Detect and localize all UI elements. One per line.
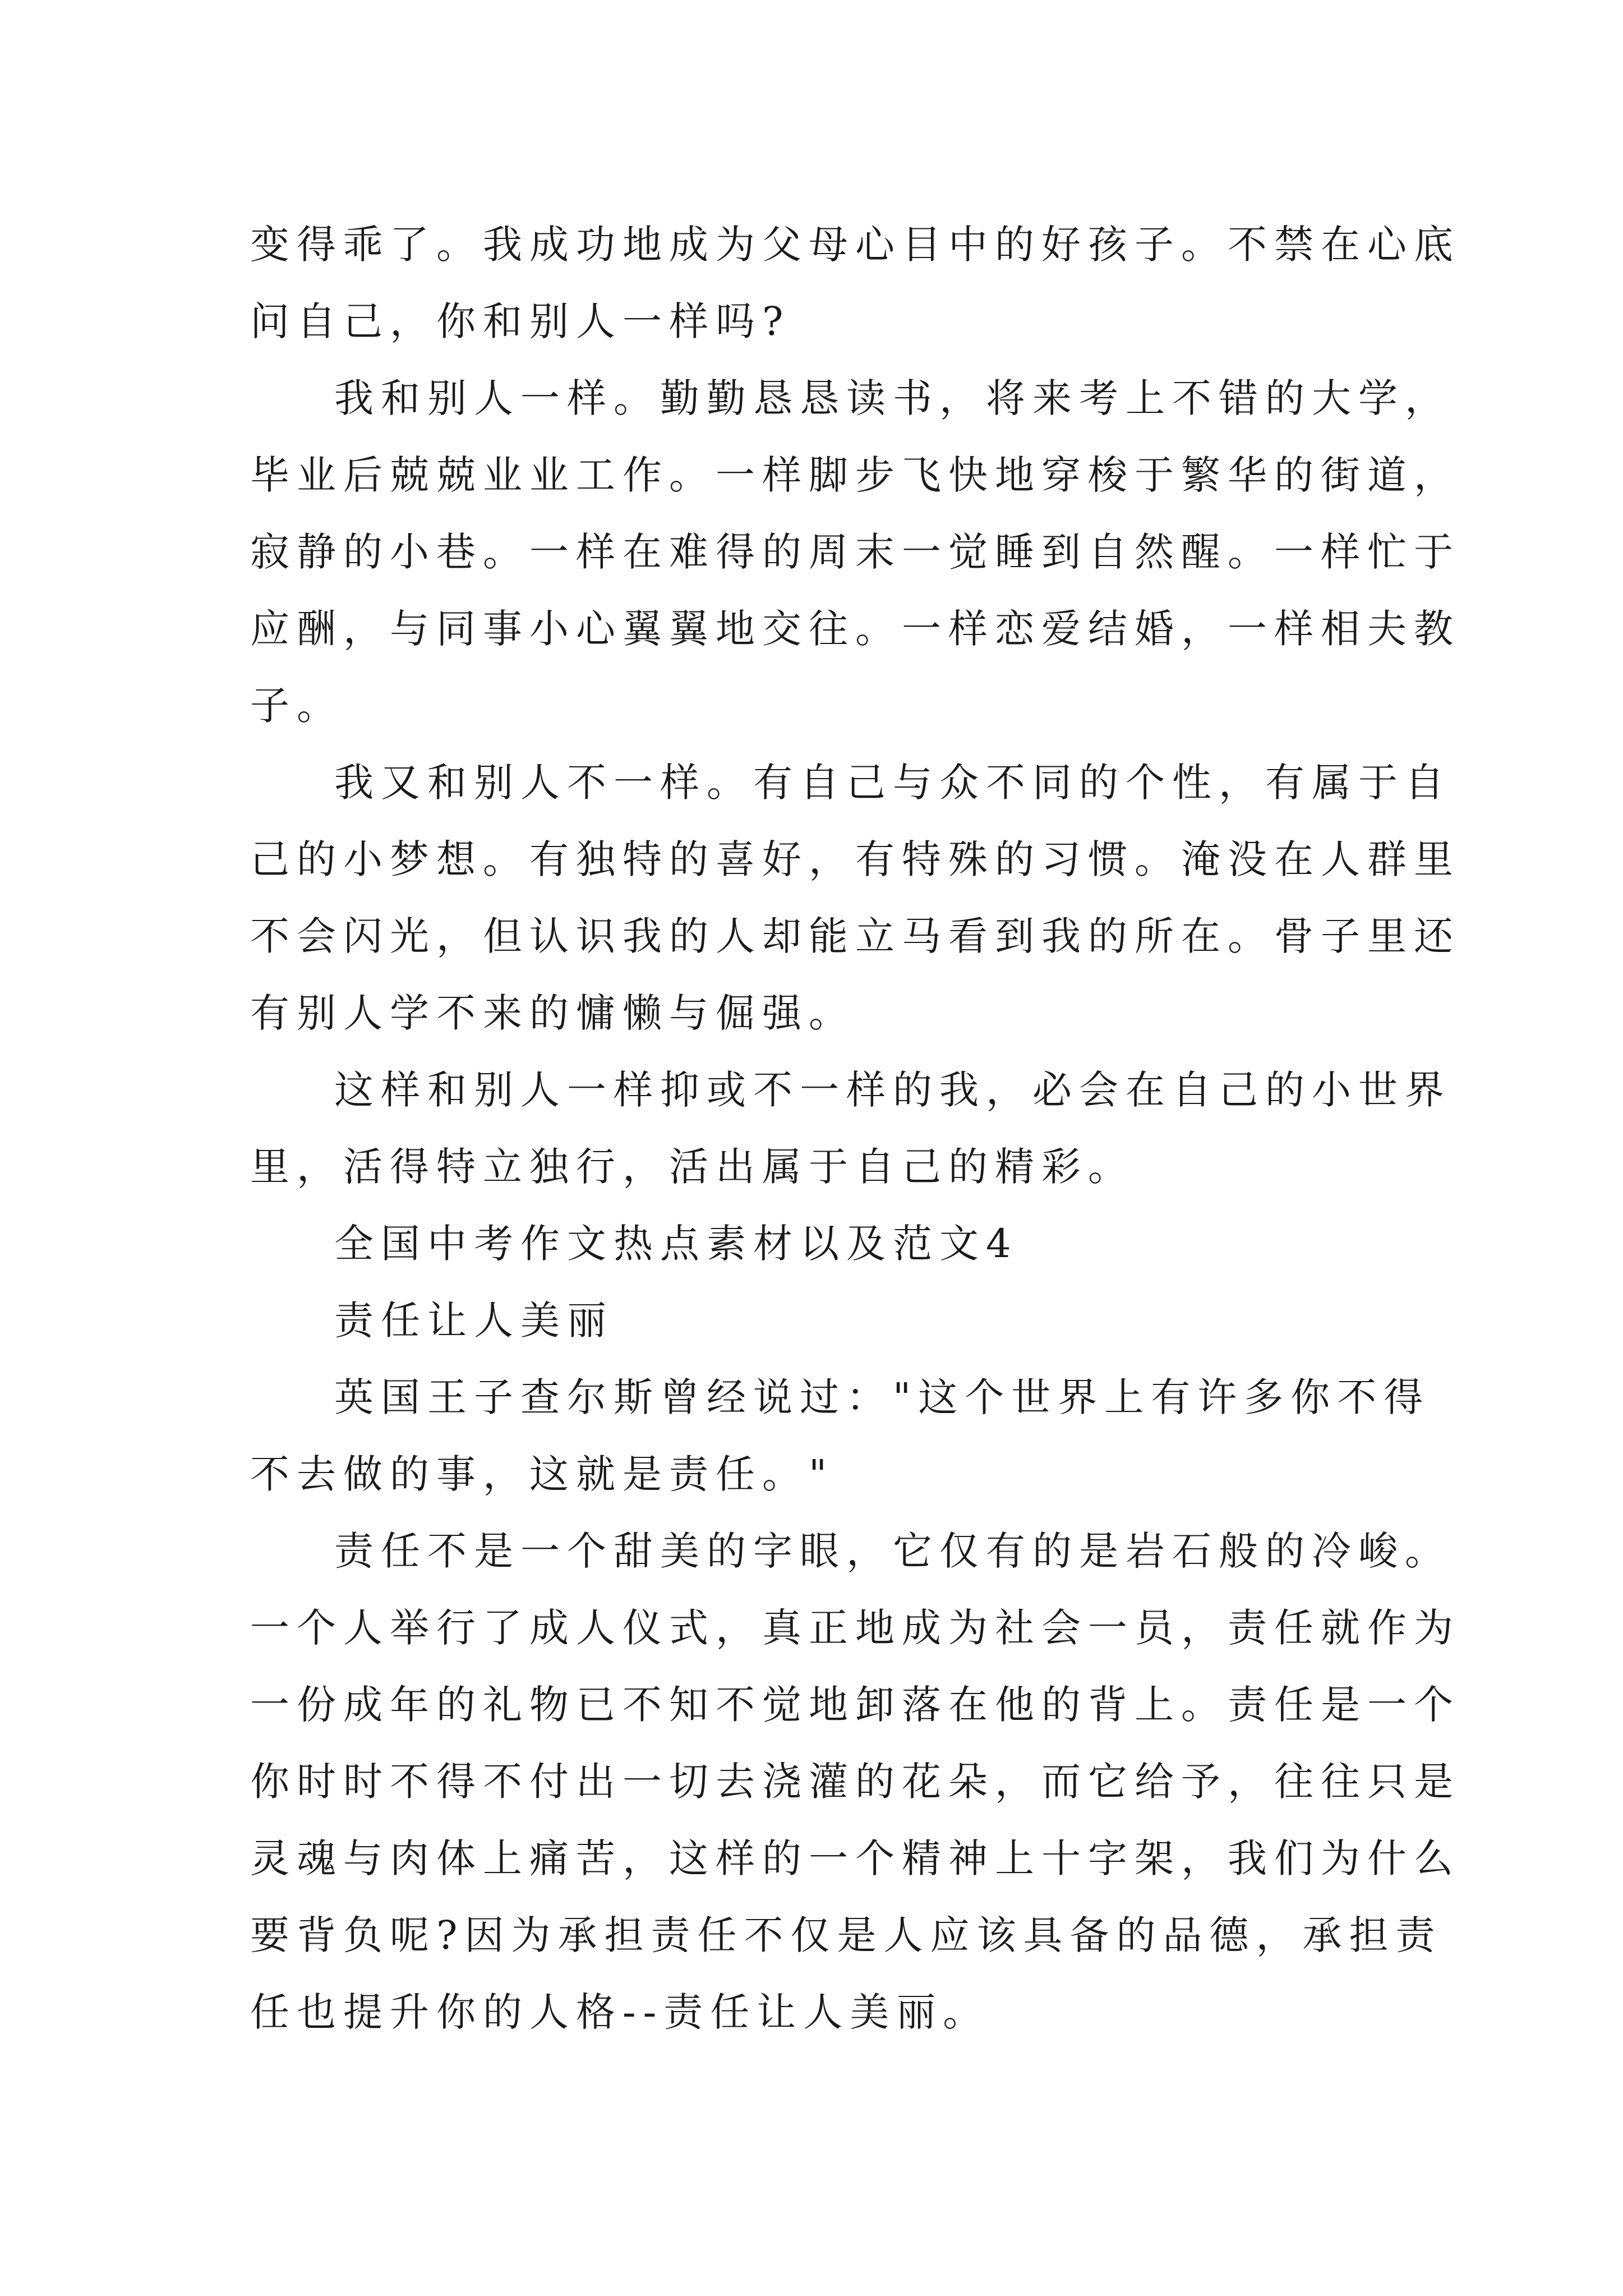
text-line: 问自己，你和别人一样吗? <box>250 298 791 344</box>
text-line: 毕业后兢兢业业工作。一样脚步飞快地穿梭于繁华的街道， <box>250 452 1460 498</box>
text-line: 子。 <box>250 683 343 729</box>
paragraph-start-line: 责任不是一个甜美的字眼，它仅有的是岩石般的冷峻。 <box>334 1528 1451 1574</box>
paragraph-start-line: 这样和别人一样抑或不一样的我，必会在自己的小世界 <box>334 1067 1451 1113</box>
text-line: 要背负呢?因为承担责任不仅是人应该具备的品德，承担责 <box>250 1912 1442 1958</box>
text-line: 任也提升你的人格--责任让人美丽。 <box>250 1989 990 2035</box>
essay-title: 责任让人美丽 <box>334 1297 614 1343</box>
text-line: 里，活得特立独行，活出属于自己的精彩。 <box>250 1144 1135 1190</box>
text-line: 你时时不得不付出一切去浇灌的花朵，而它给予，往往只是 <box>250 1759 1460 1805</box>
text-line: 一个人举行了成人仪式，真正地成为社会一员，责任就作为 <box>250 1605 1460 1651</box>
text-line: 灵魂与肉体上痛苦，这样的一个精神上十字架，我们为什么 <box>250 1835 1460 1881</box>
text-line: 不会闪光，但认识我的人却能立马看到我的所在。骨子里还 <box>250 913 1460 959</box>
text-line: 一份成年的礼物已不知不觉地卸落在他的背上。责任是一个 <box>250 1682 1460 1728</box>
paragraph-start-line: 我又和别人不一样。有自己与众不同的个性，有属于自 <box>334 760 1451 806</box>
paragraph-start-line: 英国王子查尔斯曾经说过："这个世界上有许多你不得 <box>334 1374 1431 1420</box>
section-heading: 全国中考作文热点素材以及范文4 <box>334 1221 1018 1267</box>
text-line: 寂静的小巷。一样在难得的周末一觉睡到自然醒。一样忙于 <box>250 529 1460 575</box>
text-line: 变得乖了。我成功地成为父母心目中的好孩子。不禁在心底 <box>250 222 1460 268</box>
document-body <box>250 206 1460 2051</box>
text-line: 有别人学不来的慵懒与倔强。 <box>250 990 855 1036</box>
paragraph-start-line: 我和别人一样。勤勤恳恳读书，将来考上不错的大学， <box>334 375 1451 421</box>
text-line: 应酬，与同事小心翼翼地交往。一样恋爱结婚，一样相夫教 <box>250 606 1460 652</box>
text-line: 己的小梦想。有独特的喜好，有特殊的习惯。淹没在人群里 <box>250 836 1460 882</box>
text-line: 不去做的事，这就是责任。" <box>250 1451 834 1497</box>
